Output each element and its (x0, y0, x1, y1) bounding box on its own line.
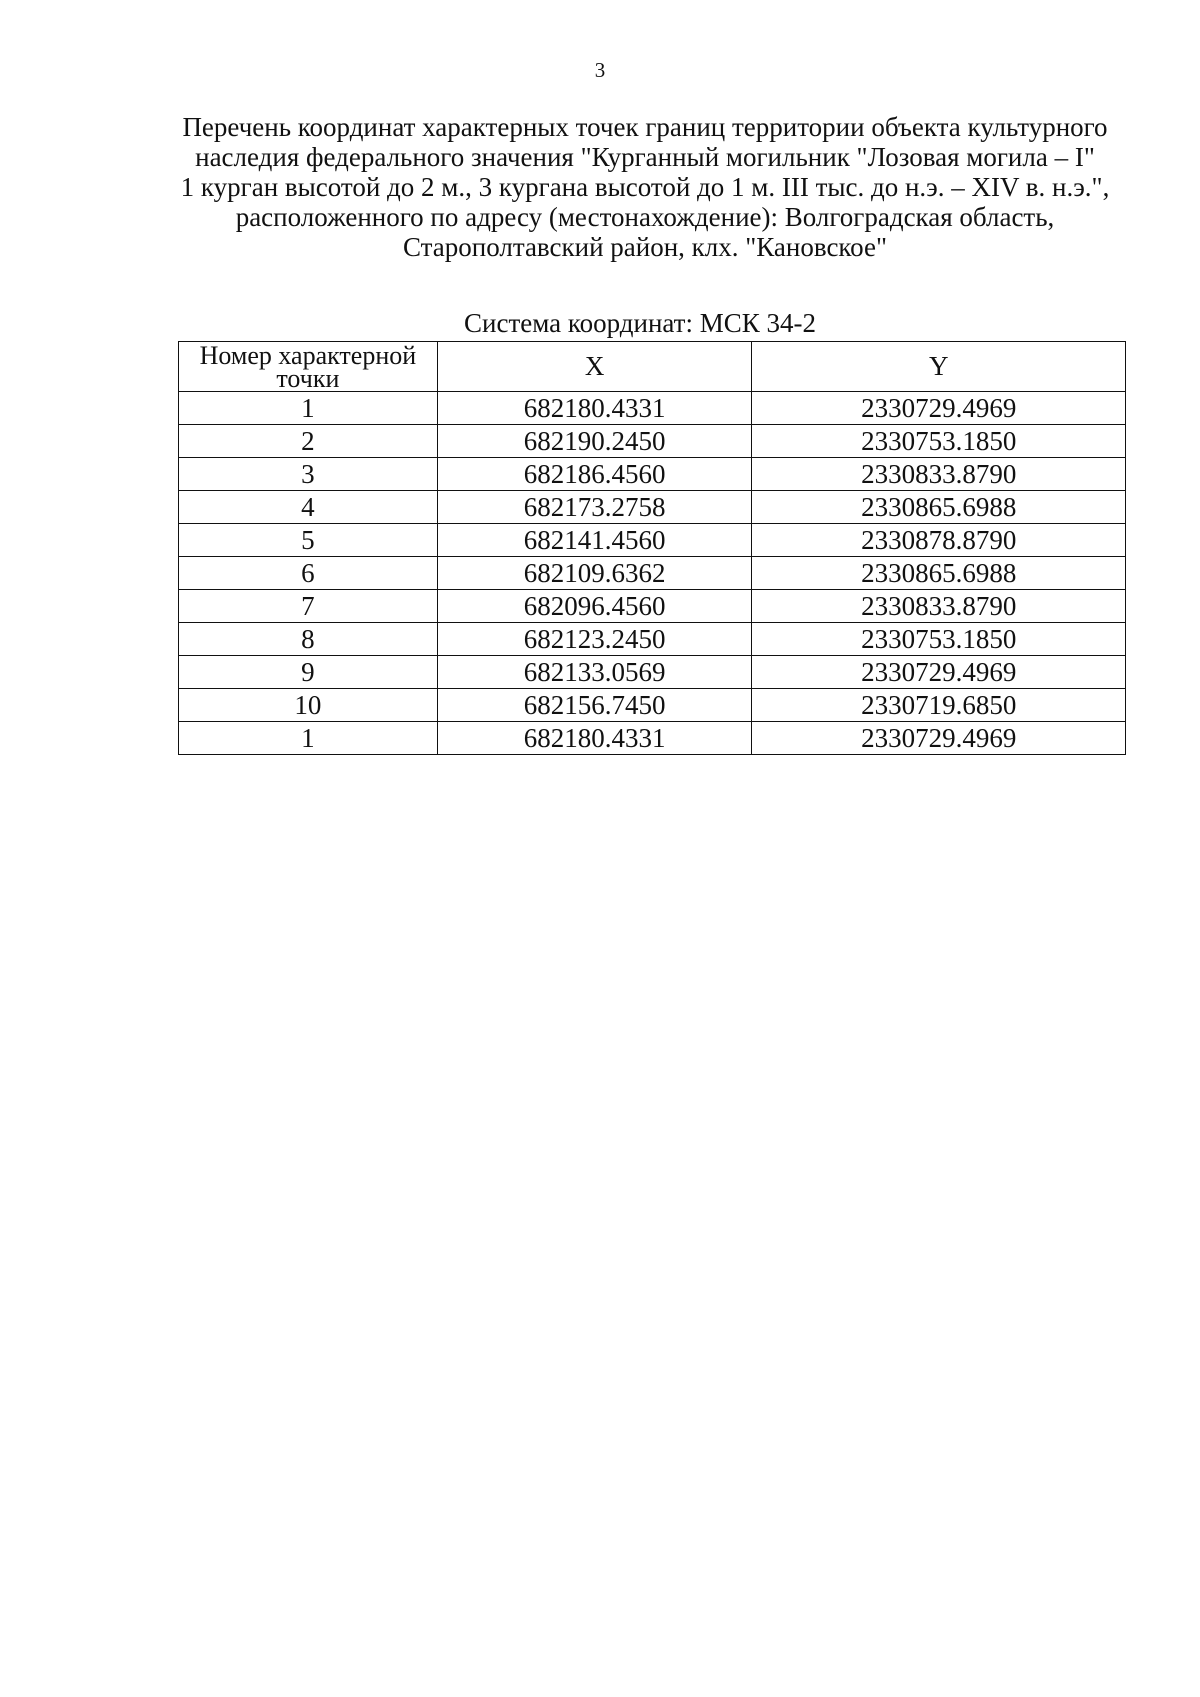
cell-x: 682173.2758 (437, 491, 752, 524)
cell-x: 682133.0569 (437, 656, 752, 689)
table-body (179, 392, 1126, 755)
title-line: Перечень координат характерных точек границ территории объекта культурного (182, 112, 1108, 142)
header-y: Y (752, 342, 1126, 392)
header-point-number-line2: точки (276, 363, 340, 393)
title-line: Старополтавский район, клх. "Кановское" (402, 232, 888, 262)
cell-point: 1 (179, 722, 438, 755)
cell-x: 682156.7450 (437, 689, 752, 722)
table-row (179, 557, 1126, 590)
cell-y: 2330729.4969 (752, 722, 1126, 755)
cell-point: 10 (179, 689, 438, 722)
table-row (179, 590, 1126, 623)
coordinates-table (178, 341, 1126, 755)
cell-y: 2330753.1850 (752, 623, 1126, 656)
header-x: X (437, 342, 752, 392)
page-number: 3 (594, 58, 606, 82)
cell-y: 2330729.4969 (752, 392, 1126, 425)
table-row (179, 392, 1126, 425)
cell-y: 2330729.4969 (752, 656, 1126, 689)
cell-y: 2330878.8790 (752, 524, 1126, 557)
cell-point: 5 (179, 524, 438, 557)
table-row (179, 491, 1126, 524)
cell-x: 682180.4331 (437, 392, 752, 425)
table-row (179, 458, 1126, 491)
cell-x: 682186.4560 (437, 458, 752, 491)
cell-point: 1 (179, 392, 438, 425)
cell-x: 682123.2450 (437, 623, 752, 656)
header-point-number-line1: Номер характерной (199, 340, 417, 370)
cell-y: 2330753.1850 (752, 425, 1126, 458)
table-row (179, 425, 1126, 458)
cell-y: 2330865.6988 (752, 557, 1126, 590)
cell-point: 2 (179, 425, 438, 458)
cell-x: 682190.2450 (437, 425, 752, 458)
cell-x: 682096.4560 (437, 590, 752, 623)
cell-y: 2330865.6988 (752, 491, 1126, 524)
cell-point: 9 (179, 656, 438, 689)
table-row (179, 689, 1126, 722)
title-line: 1 курган высотой до 2 м., 3 кургана высотой до 1 м. III тыс. до н.э. – XIV в. н.э.", (180, 172, 1110, 202)
document-title (150, 112, 1140, 262)
cell-point: 3 (179, 458, 438, 491)
table-row (179, 656, 1126, 689)
coordinate-system-label: Система координат: МСК 34-2 (464, 308, 816, 338)
cell-point: 7 (179, 590, 438, 623)
cell-y: 2330833.8790 (752, 458, 1126, 491)
cell-x: 682109.6362 (437, 557, 752, 590)
cell-point: 6 (179, 557, 438, 590)
header-point-number (179, 342, 438, 392)
cell-x: 682180.4331 (437, 722, 752, 755)
cell-point: 8 (179, 623, 438, 656)
cell-point: 4 (179, 491, 438, 524)
table-row (179, 623, 1126, 656)
cell-y: 2330719.6850 (752, 689, 1126, 722)
title-line: расположенного по адресу (местонахождение): Волгоградская область, (235, 202, 1055, 232)
table-row (179, 524, 1126, 557)
cell-y: 2330833.8790 (752, 590, 1126, 623)
title-line: наследия федерального значения "Курганный могильник "Лозовая могила – I" (195, 142, 1095, 172)
cell-x: 682141.4560 (437, 524, 752, 557)
table-header-row (179, 342, 1126, 392)
table-row (179, 722, 1126, 755)
